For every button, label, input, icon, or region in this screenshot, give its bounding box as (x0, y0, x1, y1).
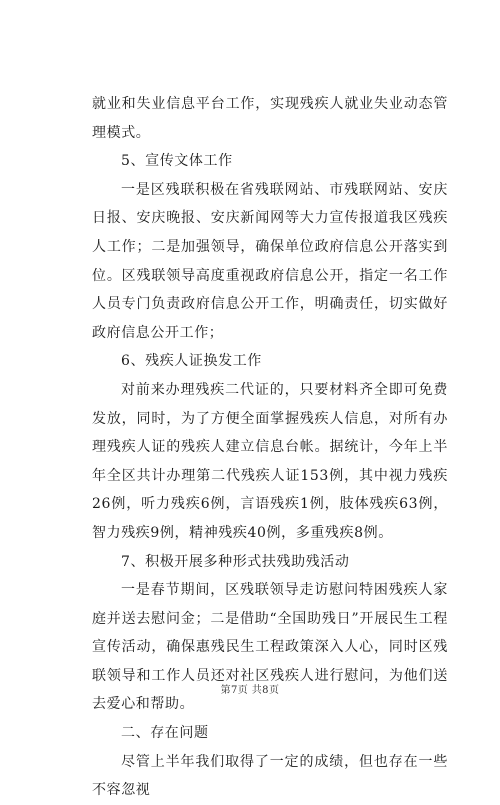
paragraph-certificate: 对前来办理残疾二代证的，只要材料齐全即可免费发放，同时，为了方便全面掌握残疾人信息，对所有办理残疾人证的残疾人建立信息台帐。据统计，今年上半年全区共计办理第二代残疾人证153例，其中视力残疾26例，听力残疾6例，言语残疾1例，肢体残疾63例，智力残疾9例，精神残疾40例，多重残疾8例。 (92, 381, 448, 541)
section-heading-publicity: 5、宣传文体工作 (121, 153, 233, 170)
continuation-paragraph: 就业和失业信息平台工作，实现残疾人就业失业动态管理模式。 (92, 96, 448, 141)
paragraph-activities: 一是春节期间，区残联领导走访慰问特困残疾人家庭并送去慰问金；二是借助“全国助残日”开展民生工程宣传活动，确保惠残民生工程政策深入人心，同时区残联领导和工作人员还对社区残疾人进行慰问，为他们送去爱心和帮助。 (92, 582, 448, 713)
paragraph-publicity: 一是区残联积极在省残联网站、市残联网站、安庆日报、安庆晚报、安庆新闻网等大力宣传报道我区残疾人工作；二是加强领导，确保单位政府信息公开落实到位。区残联领导高度重视政府信息公开，指定一名工作人员专门负责政府信息公开工作，明确责任，切实做好政府信息公开工作； (92, 181, 448, 341)
section-heading-problems: 二、存在问题 (121, 725, 209, 742)
paragraph-problems: 尽管上半年我们取得了一定的成绩，但也存在一些不容忽视 (92, 753, 448, 799)
document-body (92, 90, 448, 805)
section-heading-activities: 7、积极开展多种形式扶残助残活动 (121, 553, 350, 570)
section-heading-certificate: 6、残疾人证换发工作 (121, 353, 262, 370)
page-footer: 第7页 共8页 (220, 685, 280, 696)
